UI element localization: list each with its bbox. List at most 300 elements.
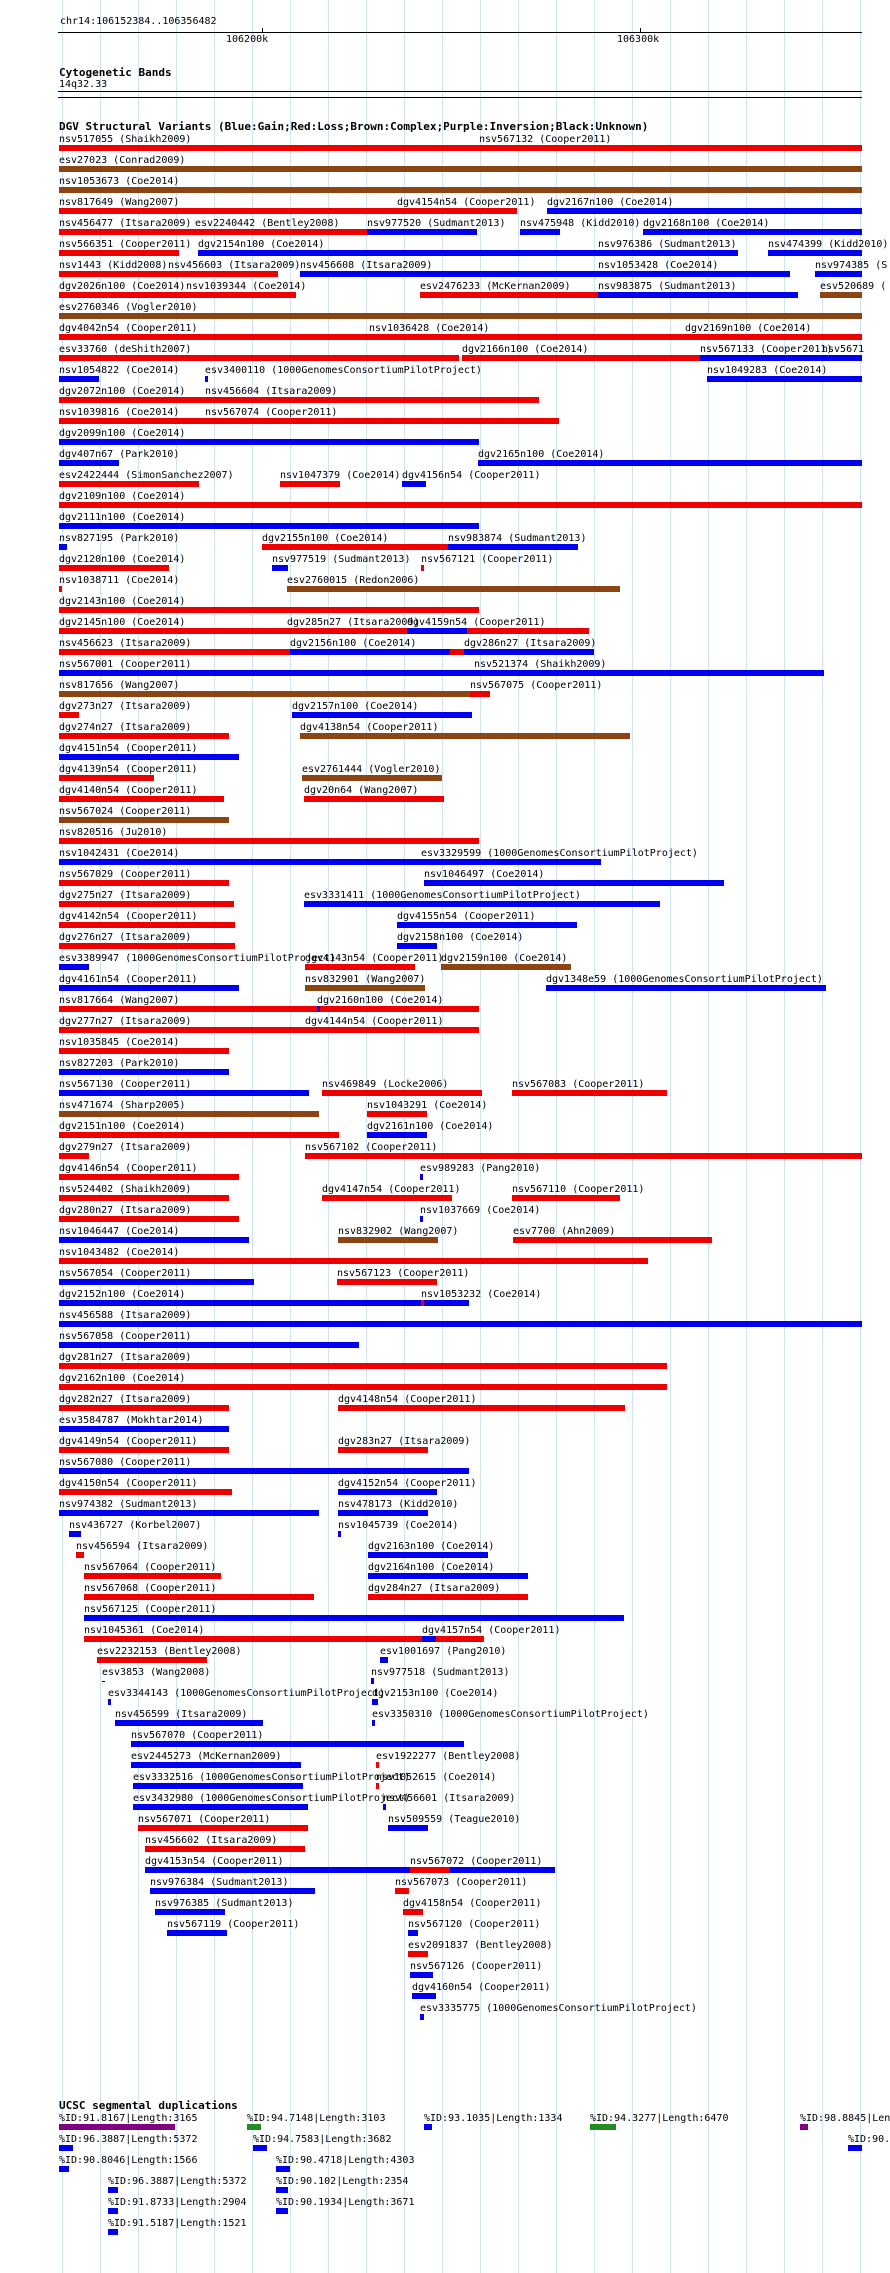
variant-bar[interactable]: [412, 1993, 436, 1999]
variant-label[interactable]: nsv471674 (Sharp2005): [59, 1100, 186, 1111]
variant-label[interactable]: nsv5671: [822, 344, 865, 355]
variant-label[interactable]: nsv474399 (Kidd2010): [768, 239, 889, 250]
variant-label[interactable]: esv3335775 (1000GenomesConsortiumPilotProject): [420, 2003, 697, 2014]
variant-label[interactable]: dgv2153n100 (Coe2014): [372, 1688, 499, 1699]
variant-bar[interactable]: [131, 1762, 301, 1768]
variant-label[interactable]: nsv456601 (Itsara2009): [383, 1793, 516, 1804]
segdup-bar[interactable]: [276, 2208, 288, 2214]
variant-bar[interactable]: [59, 901, 234, 907]
segdup-bar[interactable]: [276, 2187, 288, 2193]
variant-bar[interactable]: [338, 1510, 428, 1516]
variant-label[interactable]: nsv817656 (Wang2007): [59, 680, 180, 691]
variant-bar[interactable]: [402, 481, 426, 487]
variant-label[interactable]: esv3331411 (1000GenomesConsortiumPilotProject): [304, 890, 581, 901]
variant-label[interactable]: nsv1046447 (Coe2014): [59, 1226, 180, 1237]
variant-label[interactable]: nsv1043291 (Coe2014): [367, 1100, 488, 1111]
variant-label[interactable]: dgv2152n100 (Coe2014): [59, 1289, 186, 1300]
variant-bar[interactable]: [367, 1132, 427, 1138]
variant-label[interactable]: dgv2161n100 (Coe2014): [367, 1121, 494, 1132]
variant-bar[interactable]: [59, 1195, 229, 1201]
variant-label[interactable]: dgv2154n100 (Coe2014): [198, 239, 325, 250]
variant-label[interactable]: esv3350310 (1000GenomesConsortiumPilotProject): [372, 1709, 649, 1720]
variant-bar[interactable]: [513, 1237, 712, 1243]
variant-label[interactable]: dgv2163n100 (Coe2014): [368, 1541, 495, 1552]
variant-bar[interactable]: [338, 1237, 438, 1243]
variant-label[interactable]: nsv567133 (Cooper2011): [700, 344, 833, 355]
variant-label[interactable]: nsv567068 (Cooper2011): [84, 1583, 217, 1594]
variant-label[interactable]: nsv567024 (Cooper2011): [59, 806, 192, 817]
segdup-label[interactable]: %ID:94.3277|Length:6470: [590, 2113, 729, 2124]
variant-label[interactable]: nsv567071 (Cooper2011): [138, 1814, 271, 1825]
variant-bar[interactable]: [59, 670, 479, 676]
variant-label[interactable]: nsv1039344 (Coe2014): [186, 281, 307, 292]
variant-label[interactable]: dgv4146n54 (Cooper2011): [59, 1163, 198, 1174]
variant-bar[interactable]: [76, 1552, 84, 1558]
variant-bar[interactable]: [138, 1825, 308, 1831]
variant-bar[interactable]: [84, 1573, 221, 1579]
variant-label[interactable]: esv3389947 (1000GenomesConsortiumPilotProject): [59, 953, 336, 964]
variant-label[interactable]: nsv832901 (Wang2007): [305, 974, 426, 985]
variant-bar[interactable]: [59, 1405, 229, 1411]
variant-label[interactable]: nsv827203 (Park2010): [59, 1058, 180, 1069]
variant-bar[interactable]: [59, 250, 179, 256]
variant-label[interactable]: dgv4161n54 (Cooper2011): [59, 974, 198, 985]
variant-bar[interactable]: [338, 1447, 428, 1453]
variant-bar[interactable]: [407, 628, 467, 634]
variant-label[interactable]: nsv456604 (Itsara2009): [205, 386, 338, 397]
variant-bar[interactable]: [474, 670, 824, 676]
variant-bar[interactable]: [59, 523, 479, 529]
variant-label[interactable]: dgv4149n54 (Cooper2011): [59, 1436, 198, 1447]
variant-label[interactable]: dgv2166n100 (Coe2014): [462, 344, 589, 355]
variant-bar[interactable]: [59, 1069, 229, 1075]
variant-label[interactable]: esv2240442 (Bentley2008): [195, 218, 340, 229]
variant-bar[interactable]: [397, 208, 517, 214]
variant-label[interactable]: dgv2155n100 (Coe2014): [262, 533, 389, 544]
variant-label[interactable]: dgv279n27 (Itsara2009): [59, 1142, 192, 1153]
variant-label[interactable]: nsv456623 (Itsara2009): [59, 638, 192, 649]
variant-bar[interactable]: [59, 775, 154, 781]
variant-label[interactable]: dgv281n27 (Itsara2009): [59, 1352, 192, 1363]
variant-label[interactable]: nsv1038711 (Coe2014): [59, 575, 180, 586]
variant-bar[interactable]: [462, 355, 702, 361]
variant-bar[interactable]: [395, 1888, 409, 1894]
variant-label[interactable]: esv1922277 (Bentley2008): [376, 1751, 521, 1762]
variant-label[interactable]: nsv567119 (Cooper2011): [167, 1919, 300, 1930]
variant-label[interactable]: nsv977519 (Sudmant2013): [272, 554, 411, 565]
variant-label[interactable]: nsv1045739 (Coe2014): [338, 1520, 459, 1531]
variant-label[interactable]: dgv2162n100 (Coe2014): [59, 1373, 186, 1384]
variant-label[interactable]: nsv456599 (Itsara2009): [115, 1709, 248, 1720]
variant-bar[interactable]: [287, 586, 620, 592]
variant-bar[interactable]: [59, 1279, 254, 1285]
variant-label[interactable]: nsv567073 (Cooper2011): [395, 1877, 528, 1888]
variant-bar[interactable]: [643, 229, 862, 235]
variant-bar[interactable]: [59, 817, 229, 823]
variant-label[interactable]: nsv1035845 (Coe2014): [59, 1037, 180, 1048]
variant-bar[interactable]: [59, 481, 199, 487]
variant-bar[interactable]: [115, 1720, 263, 1726]
variant-bar[interactable]: [338, 1489, 437, 1495]
variant-label[interactable]: nsv1054822 (Coe2014): [59, 365, 180, 376]
variant-label[interactable]: nsv977518 (Sudmant2013): [371, 1667, 510, 1678]
variant-bar[interactable]: [59, 1048, 229, 1054]
variant-label[interactable]: dgv2164n100 (Coe2014): [368, 1562, 495, 1573]
segdup-bar[interactable]: [253, 2145, 267, 2151]
variant-label[interactable]: nsv817649 (Wang2007): [59, 197, 180, 208]
variant-bar[interactable]: [195, 229, 395, 235]
variant-label[interactable]: nsv1049283 (Coe2014): [707, 365, 828, 376]
variant-bar[interactable]: [305, 985, 425, 991]
variant-label[interactable]: nsv567001 (Cooper2011): [59, 659, 192, 670]
segdup-bar[interactable]: [59, 2124, 175, 2130]
variant-label[interactable]: dgv4143n54 (Cooper2011): [305, 953, 444, 964]
variant-label[interactable]: dgv4154n54 (Cooper2011): [397, 197, 536, 208]
variant-label[interactable]: esv2091837 (Bentley2008): [408, 1940, 553, 1951]
variant-bar[interactable]: [367, 229, 477, 235]
variant-bar[interactable]: [380, 1657, 388, 1663]
variant-bar[interactable]: [421, 859, 601, 865]
segdup-label[interactable]: %ID:90.1934|Length:3671: [276, 2197, 415, 2208]
variant-bar[interactable]: [69, 1531, 81, 1537]
variant-bar[interactable]: [59, 565, 169, 571]
variant-bar[interactable]: [388, 1825, 428, 1831]
variant-label[interactable]: esv2422444 (SimonSanchez2007): [59, 470, 234, 481]
variant-bar[interactable]: [304, 901, 660, 907]
variant-label[interactable]: nsv567083 (Cooper2011): [512, 1079, 645, 1090]
variant-bar[interactable]: [205, 376, 208, 382]
variant-label[interactable]: esv2760346 (Vogler2010): [59, 302, 198, 313]
variant-label[interactable]: dgv4156n54 (Cooper2011): [402, 470, 541, 481]
variant-label[interactable]: nsv1053232 (Coe2014): [421, 1289, 542, 1300]
variant-bar[interactable]: [59, 271, 169, 277]
variant-bar[interactable]: [305, 1027, 430, 1033]
variant-label[interactable]: nsv567029 (Cooper2011): [59, 869, 192, 880]
variant-bar[interactable]: [383, 1804, 386, 1810]
variant-label[interactable]: dgv1348e59 (1000GenomesConsortiumPilotProject): [546, 974, 823, 985]
variant-label[interactable]: nsv517055 (Shaikh2009): [59, 134, 192, 145]
variant-label[interactable]: nsv567126 (Cooper2011): [410, 1961, 543, 1972]
variant-bar[interactable]: [59, 607, 479, 613]
variant-label[interactable]: dgv4140n54 (Cooper2011): [59, 785, 198, 796]
variant-bar[interactable]: [322, 1090, 482, 1096]
segdup-label[interactable]: %ID:94.7583|Length:3682: [253, 2134, 392, 2145]
variant-label[interactable]: dgv274n27 (Itsara2009): [59, 722, 192, 733]
variant-bar[interactable]: [305, 964, 415, 970]
variant-bar[interactable]: [59, 166, 862, 172]
variant-bar[interactable]: [59, 712, 79, 718]
variant-bar[interactable]: [205, 418, 315, 424]
segdup-label[interactable]: %ID:90.: [848, 2134, 890, 2145]
variant-bar[interactable]: [369, 334, 689, 340]
segdup-label[interactable]: %ID:94.7148|Length:3103: [247, 2113, 386, 2124]
variant-bar[interactable]: [422, 1636, 436, 1642]
segdup-label[interactable]: %ID:96.3887|Length:5372: [59, 2134, 198, 2145]
variant-bar[interactable]: [408, 1951, 428, 1957]
variant-label[interactable]: esv3332516 (1000GenomesConsortiumPilotProject): [133, 1772, 410, 1783]
variant-label[interactable]: nsv976385 (Sudmant2013): [155, 1898, 294, 1909]
variant-bar[interactable]: [262, 544, 462, 550]
variant-label[interactable]: dgv2165n100 (Coe2014): [478, 449, 605, 460]
variant-label[interactable]: nsv567123 (Cooper2011): [337, 1268, 470, 1279]
variant-bar[interactable]: [59, 880, 229, 886]
variant-bar[interactable]: [59, 943, 235, 949]
variant-label[interactable]: dgv4150n54 (Cooper2011): [59, 1478, 198, 1489]
variant-bar[interactable]: [59, 1468, 469, 1474]
variant-label[interactable]: esv989283 (Pang2010): [420, 1163, 541, 1174]
variant-bar[interactable]: [59, 292, 199, 298]
variant-bar[interactable]: [367, 1111, 427, 1117]
variant-bar[interactable]: [420, 292, 620, 298]
variant-bar[interactable]: [280, 481, 340, 487]
variant-label[interactable]: nsv1045361 (Coe2014): [84, 1625, 205, 1636]
variant-label[interactable]: dgv2167n100 (Coe2014): [547, 197, 674, 208]
variant-bar[interactable]: [272, 565, 288, 571]
variant-label[interactable]: nsv567080 (Cooper2011): [59, 1457, 192, 1468]
variant-label[interactable]: nsv1039816 (Coe2014): [59, 407, 180, 418]
variant-label[interactable]: dgv4151n54 (Cooper2011): [59, 743, 198, 754]
variant-label[interactable]: nsv1052615 (Coe2014): [376, 1772, 497, 1783]
variant-bar[interactable]: [145, 1846, 305, 1852]
variant-bar[interactable]: [290, 649, 450, 655]
variant-bar[interactable]: [59, 1216, 239, 1222]
variant-bar[interactable]: [167, 1930, 227, 1936]
variant-bar[interactable]: [479, 145, 862, 151]
variant-bar[interactable]: [59, 1321, 862, 1327]
variant-bar[interactable]: [59, 1426, 229, 1432]
variant-label[interactable]: dgv273n27 (Itsara2009): [59, 701, 192, 712]
variant-label[interactable]: nsv974382 (Sudmant2013): [59, 1499, 198, 1510]
variant-bar[interactable]: [546, 985, 826, 991]
variant-bar[interactable]: [322, 1195, 452, 1201]
cytoband-band[interactable]: [58, 91, 862, 92]
variant-label[interactable]: nsv567121 (Cooper2011): [421, 554, 554, 565]
variant-bar[interactable]: [371, 1678, 374, 1684]
variant-bar[interactable]: [304, 796, 444, 802]
variant-bar[interactable]: [520, 229, 560, 235]
variant-label[interactable]: nsv832902 (Wang2007): [338, 1226, 459, 1237]
variant-label[interactable]: nsv436727 (Korbel2007): [69, 1520, 202, 1531]
variant-bar[interactable]: [59, 586, 62, 592]
variant-bar[interactable]: [97, 1657, 207, 1663]
variant-label[interactable]: dgv275n27 (Itsara2009): [59, 890, 192, 901]
variant-bar[interactable]: [133, 1783, 303, 1789]
variant-bar[interactable]: [768, 250, 862, 256]
variant-label[interactable]: esv1001697 (Pang2010): [380, 1646, 507, 1657]
variant-bar[interactable]: [338, 1405, 625, 1411]
variant-label[interactable]: dgv4158n54 (Cooper2011): [403, 1898, 542, 1909]
variant-bar[interactable]: [464, 649, 594, 655]
segdup-label[interactable]: %ID:98.8845|Len: [800, 2113, 890, 2124]
variant-label[interactable]: nsv1037669 (Coe2014): [420, 1205, 541, 1216]
variant-label[interactable]: dgv2026n100 (Coe2014): [59, 281, 186, 292]
variant-bar[interactable]: [292, 712, 472, 718]
segdup-bar[interactable]: [59, 2166, 69, 2172]
variant-bar[interactable]: [59, 985, 239, 991]
variant-label[interactable]: nsv524402 (Shaikh2009): [59, 1184, 192, 1195]
variant-label[interactable]: nsv974385 (S: [815, 260, 888, 271]
variant-bar[interactable]: [59, 1237, 249, 1243]
variant-bar[interactable]: [448, 544, 578, 550]
variant-bar[interactable]: [59, 1300, 469, 1306]
variant-label[interactable]: esv2476233 (McKernan2009): [420, 281, 571, 292]
variant-bar[interactable]: [421, 565, 424, 571]
variant-label[interactable]: dgv4152n54 (Cooper2011): [338, 1478, 477, 1489]
variant-label[interactable]: nsv567102 (Cooper2011): [305, 1142, 438, 1153]
variant-bar[interactable]: [470, 691, 490, 697]
variant-bar[interactable]: [478, 460, 862, 466]
variant-label[interactable]: dgv4153n54 (Cooper2011): [145, 1856, 284, 1867]
variant-bar[interactable]: [59, 1489, 232, 1495]
variant-label[interactable]: nsv977520 (Sudmant2013): [367, 218, 506, 229]
variant-bar[interactable]: [420, 1216, 423, 1222]
segdup-label[interactable]: %ID:91.8733|Length:2904: [108, 2197, 247, 2208]
variant-label[interactable]: nsv456594 (Itsara2009): [76, 1541, 209, 1552]
variant-bar[interactable]: [598, 292, 798, 298]
variant-bar[interactable]: [205, 397, 325, 403]
variant-bar[interactable]: [59, 838, 479, 844]
variant-label[interactable]: esv2761444 (Vogler2010): [302, 764, 441, 775]
variant-bar[interactable]: [59, 376, 99, 382]
variant-label[interactable]: esv2445273 (McKernan2009): [131, 1751, 282, 1762]
variant-bar[interactable]: [300, 733, 630, 739]
variant-bar[interactable]: [287, 628, 427, 634]
variant-bar[interactable]: [59, 187, 862, 193]
variant-bar[interactable]: [408, 1930, 418, 1936]
variant-label[interactable]: dgv2159n100 (Coe2014): [441, 953, 568, 964]
variant-bar[interactable]: [59, 1342, 359, 1348]
variant-bar[interactable]: [59, 460, 119, 466]
variant-bar[interactable]: [59, 733, 229, 739]
variant-label[interactable]: dgv4159n54 (Cooper2011): [407, 617, 546, 628]
variant-label[interactable]: nsv567054 (Cooper2011): [59, 1268, 192, 1279]
variant-label[interactable]: nsv475948 (Kidd2010): [520, 218, 641, 229]
variant-label[interactable]: nsv1046497 (Coe2014): [424, 869, 545, 880]
variant-label[interactable]: nsv1053673 (Coe2014): [59, 176, 180, 187]
variant-label[interactable]: dgv2169n100 (Coe2014): [685, 323, 812, 334]
variant-bar[interactable]: [368, 1594, 528, 1600]
variant-label[interactable]: dgv4138n54 (Cooper2011): [300, 722, 439, 733]
segdup-label[interactable]: %ID:91.5187|Length:1521: [108, 2218, 247, 2229]
variant-label[interactable]: dgv2168n100 (Coe2014): [643, 218, 770, 229]
variant-bar[interactable]: [59, 334, 369, 340]
variant-label[interactable]: dgv285n27 (Itsara2009): [287, 617, 420, 628]
variant-bar[interactable]: [59, 544, 67, 550]
segdup-bar[interactable]: [276, 2166, 290, 2172]
variant-label[interactable]: esv3853 (Wang2008): [102, 1667, 211, 1678]
variant-bar[interactable]: [512, 1090, 667, 1096]
variant-label[interactable]: esv2232153 (Bentley2008): [97, 1646, 242, 1657]
variant-bar[interactable]: [420, 2014, 424, 2020]
variant-label[interactable]: dgv4160n54 (Cooper2011): [412, 1982, 551, 1993]
variant-bar[interactable]: [59, 691, 479, 697]
variant-bar[interactable]: [305, 1153, 862, 1159]
segdup-bar[interactable]: [424, 2124, 432, 2130]
variant-bar[interactable]: [198, 250, 598, 256]
variant-label[interactable]: nsv567074 (Cooper2011): [205, 407, 338, 418]
variant-label[interactable]: dgv2160n100 (Coe2014): [317, 995, 444, 1006]
variant-label[interactable]: esv3344143 (1000GenomesConsortiumPilotProject): [108, 1688, 385, 1699]
variant-label[interactable]: esv3432980 (1000GenomesConsortiumPilotProject): [133, 1793, 410, 1804]
variant-bar[interactable]: [59, 922, 235, 928]
segdup-label[interactable]: %ID:91.8167|Length:3165: [59, 2113, 198, 2124]
variant-label[interactable]: nsv478173 (Kidd2010): [338, 1499, 459, 1510]
variant-bar[interactable]: [84, 1594, 314, 1600]
variant-bar[interactable]: [302, 775, 442, 781]
variant-label[interactable]: nsv976384 (Sudmant2013): [150, 1877, 289, 1888]
variant-label[interactable]: nsv567110 (Cooper2011): [512, 1184, 645, 1195]
variant-label[interactable]: nsv469849 (Locke2006): [322, 1079, 449, 1090]
variant-bar[interactable]: [397, 943, 437, 949]
variant-bar[interactable]: [59, 313, 862, 319]
variant-label[interactable]: dgv4142n54 (Cooper2011): [59, 911, 198, 922]
variant-bar[interactable]: [59, 1090, 309, 1096]
variant-bar[interactable]: [822, 355, 862, 361]
variant-label[interactable]: esv520689 (: [820, 281, 887, 292]
variant-bar[interactable]: [338, 1531, 341, 1537]
variant-label[interactable]: nsv509559 (Teague2010): [388, 1814, 521, 1825]
variant-bar[interactable]: [707, 376, 862, 382]
variant-bar[interactable]: [685, 334, 862, 340]
variant-bar[interactable]: [108, 1699, 111, 1705]
variant-label[interactable]: nsv567132 (Cooper2011): [479, 134, 612, 145]
segdup-bar[interactable]: [108, 2208, 118, 2214]
variant-bar[interactable]: [421, 1300, 424, 1306]
variant-label[interactable]: esv7700 (Ahn2009): [513, 1226, 616, 1237]
variant-label[interactable]: dgv277n27 (Itsara2009): [59, 1016, 192, 1027]
variant-label[interactable]: nsv567072 (Cooper2011): [410, 1856, 543, 1867]
variant-bar[interactable]: [59, 229, 199, 235]
variant-bar[interactable]: [368, 1573, 528, 1579]
variant-bar[interactable]: [59, 964, 89, 970]
variant-bar[interactable]: [441, 964, 571, 970]
variant-bar[interactable]: [317, 1006, 320, 1012]
segdup-bar[interactable]: [108, 2229, 118, 2235]
variant-label[interactable]: dgv280n27 (Itsara2009): [59, 1205, 192, 1216]
variant-label[interactable]: dgv2099n100 (Coe2014): [59, 428, 186, 439]
variant-bar[interactable]: [59, 1006, 479, 1012]
variant-bar[interactable]: [59, 796, 224, 802]
segdup-bar[interactable]: [108, 2187, 118, 2193]
variant-label[interactable]: dgv2151n100 (Coe2014): [59, 1121, 186, 1132]
variant-label[interactable]: dgv4155n54 (Cooper2011): [397, 911, 536, 922]
variant-label[interactable]: dgv4139n54 (Cooper2011): [59, 764, 198, 775]
segdup-bar[interactable]: [590, 2124, 616, 2130]
variant-bar[interactable]: [150, 1888, 315, 1894]
variant-label[interactable]: dgv2145n100 (Coe2014): [59, 617, 186, 628]
variant-bar[interactable]: [102, 1681, 105, 1682]
variant-label[interactable]: nsv456603 (Itsara2009): [168, 260, 301, 271]
variant-label[interactable]: dgv2158n100 (Coe2014): [397, 932, 524, 943]
variant-bar[interactable]: [815, 271, 862, 277]
variant-bar[interactable]: [59, 1258, 648, 1264]
variant-bar[interactable]: [368, 1552, 488, 1558]
variant-label[interactable]: nsv567125 (Cooper2011): [84, 1604, 217, 1615]
variant-label[interactable]: esv2760015 (Redon2006): [287, 575, 420, 586]
variant-bar[interactable]: [372, 1699, 378, 1705]
variant-bar[interactable]: [168, 271, 278, 277]
segdup-bar[interactable]: [59, 2145, 73, 2151]
variant-label[interactable]: nsv817664 (Wang2007): [59, 995, 180, 1006]
variant-bar[interactable]: [59, 1363, 667, 1369]
variant-label[interactable]: nsv983875 (Sudmant2013): [598, 281, 737, 292]
segdup-label[interactable]: %ID:96.3887|Length:5372: [108, 2176, 247, 2187]
variant-label[interactable]: nsv567064 (Cooper2011): [84, 1562, 217, 1573]
variant-bar[interactable]: [372, 1720, 375, 1726]
variant-bar[interactable]: [376, 1762, 379, 1768]
variant-label[interactable]: dgv276n27 (Itsara2009): [59, 932, 192, 943]
variant-label[interactable]: dgv2156n100 (Coe2014): [290, 638, 417, 649]
